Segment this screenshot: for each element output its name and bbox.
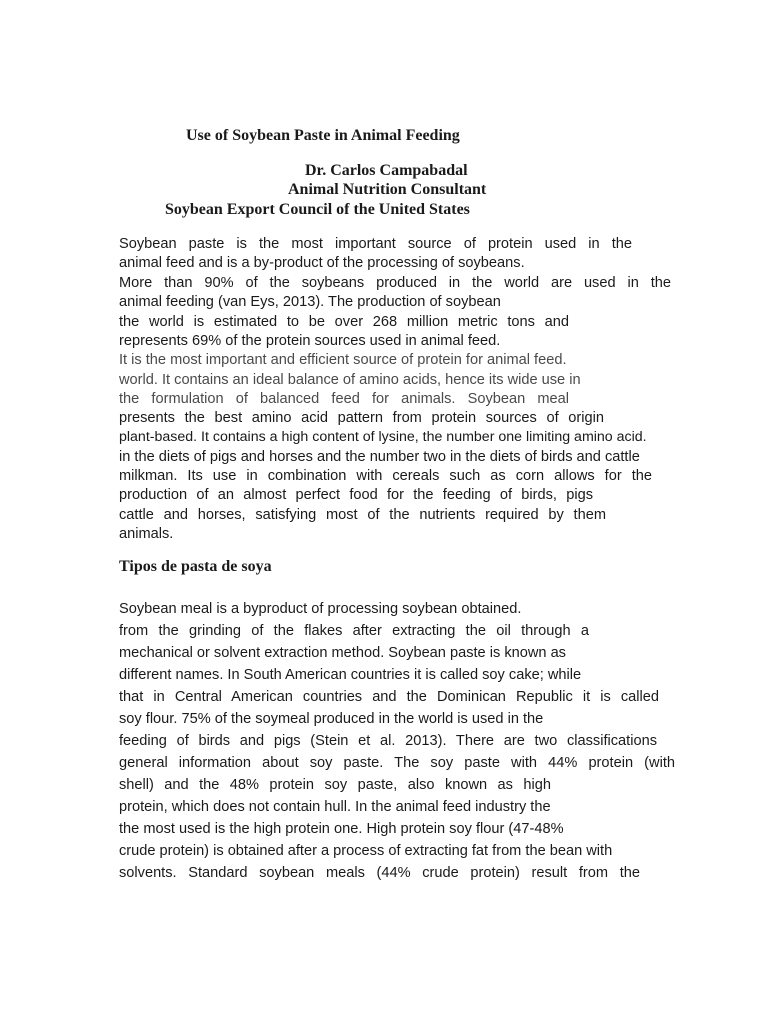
paragraph-line: Soybean paste is the most important source of protein used in the (119, 236, 632, 252)
paragraph-line: from the grinding of the flakes after extracting the oil through a (119, 623, 589, 639)
paragraph-line: protein, which does not contain hull. In the animal feed industry the (119, 799, 551, 815)
paragraph-line: the most used is the high protein one. High protein soy flour (47-48% (119, 821, 564, 837)
paragraph-line: crude protein) is obtained after a process of extracting fat from the bean with (119, 843, 613, 859)
paragraph-line: Soybean meal is a byproduct of processing soybean obtained. (119, 601, 522, 617)
paragraph-line: that in Central American countries and the Dominican Republic it is called (119, 689, 659, 705)
paragraph-line: different names. In South American countries it is called soy cake; while (119, 667, 582, 683)
paragraph-line: mechanical or solvent extraction method. Soybean paste is known as (119, 645, 566, 661)
author-role: Animal Nutrition Consultant (288, 181, 487, 198)
author-name: Dr. Carlos Campabadal (305, 162, 468, 179)
author-organization: Soybean Export Council of the United States (165, 201, 470, 218)
paragraph-line: general information about soy paste. The soy paste with 44% protein (with (119, 755, 675, 771)
paragraph-line: the world is estimated to be over 268 million metric tons and (119, 314, 569, 330)
paragraph-line: solvents. Standard soybean meals (44% crude protein) result from the (119, 865, 640, 881)
paragraph-line: the formulation of balanced feed for animals. Soybean meal (119, 391, 569, 407)
paragraph-line: It is the most important and efficient source of protein for animal feed. (119, 352, 567, 368)
paragraph-line: animal feeding (van Eys, 2013). The production of soybean (119, 294, 501, 310)
paragraph-line: cattle and horses, satisfying most of the nutrients required by them (119, 507, 606, 523)
paragraph-line: world. It contains an ideal balance of amino acids, hence its wide use in (119, 372, 581, 388)
paragraph-line: represents 69% of the protein sources used in animal feed. (119, 333, 501, 349)
paragraph-line: More than 90% of the soybeans produced in the world are used in the (119, 275, 671, 291)
paragraph-line: in the diets of pigs and horses and the number two in the diets of birds and cattle (119, 449, 640, 465)
paragraph-line: shell) and the 48% protein soy paste, also known as high (119, 777, 551, 793)
paragraph-line: animal feed and is a by-product of the processing of soybeans. (119, 255, 525, 271)
paragraph-line: plant-based. It contains a high content of lysine, the number one limiting amino acid. (119, 429, 647, 445)
paragraph-line: soy flour. 75% of the soymeal produced in the world is used in the (119, 711, 544, 727)
paragraph-line: feeding of birds and pigs (Stein et al. 2013). There are two classifications (119, 733, 657, 749)
document-title: Use of Soybean Paste in Animal Feeding (186, 127, 460, 144)
paragraph-line: presents the best amino acid pattern from protein sources of origin (119, 410, 604, 426)
section-heading: Tipos de pasta de soya (119, 558, 272, 575)
paragraph-line: milkman. Its use in combination with cereals such as corn allows for the (119, 468, 652, 484)
paragraph-line: production of an almost perfect food for the feeding of birds, pigs (119, 487, 593, 503)
paragraph-line: animals. (119, 526, 174, 542)
